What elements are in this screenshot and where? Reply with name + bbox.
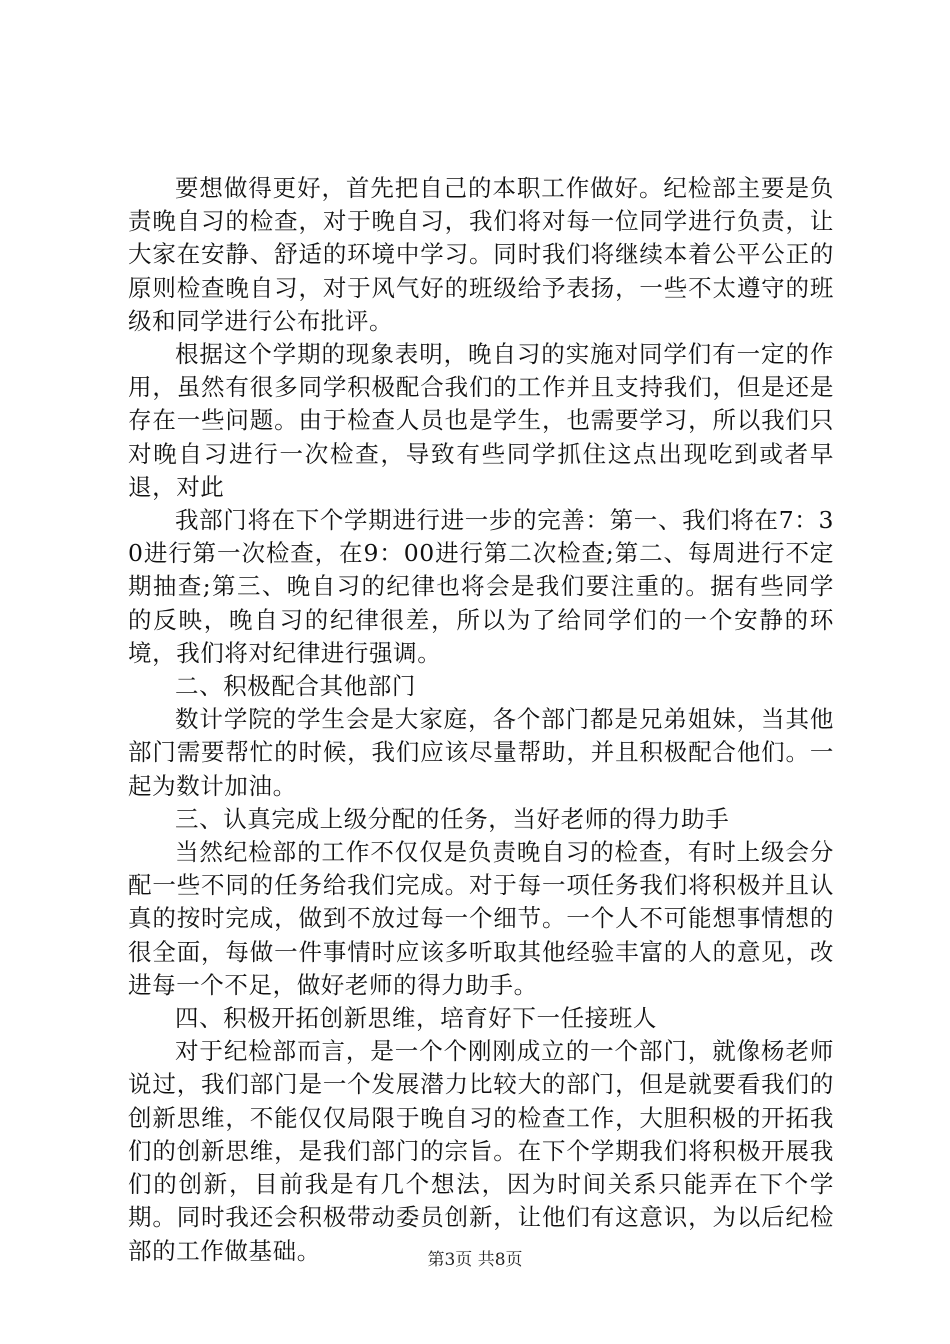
page-number-footer: 第3页 共8页	[427, 1250, 523, 1270]
document-body	[128, 172, 834, 1268]
paragraph-3: 我部门将在下个学期进行进一步的完善：第一、我们将在7：30进行第一次检查，在9：00进行第二次检查;第二、每周进行不定期抽查;第三、晚自习的纪律也将会是我们要注重的。据有些同学的反映，晚自习的纪律很差，所以为了给同学们的一个安静的环境，我们将对纪律进行强调。	[128, 506, 834, 667]
paragraph-2: 根据这个学期的现象表明，晚自习的实施对同学们有一定的作用，虽然有很多同学积极配合我们的工作并且支持我们，但是还是存在一些问题。由于检查人员也是学生，也需要学习，所以我们只对晚自习进行一次检查，导致有些同学抓住这点出现吃到或者早退，对此	[128, 340, 834, 501]
paragraph-4: 数计学院的学生会是大家庭，各个部门都是兄弟姐妹，当其他部门需要帮忙的时候，我们应该尽量帮助，并且积极配合他们。一起为数计加油。	[128, 705, 834, 800]
paragraph-6: 对于纪检部而言，是一个个刚刚成立的一个部门，就像杨老师说过，我们部门是一个发展潜力比较大的部门，但是就要看我们的创新思维，不能仅仅局限于晚自习的检查工作，大胆积极的开拓我们的创新思维，是我们部门的宗旨。在下个学期我们将积极开展我们的创新，目前我是有几个想法，因为时间关系只能弄在下个学期。同时我还会积极带动委员创新，让他们有这意识，为以后纪检部的工作做基础。	[128, 1037, 834, 1265]
section-heading-4: 四、积极开拓创新思维，培育好下一任接班人	[175, 1004, 657, 1033]
paragraph-1: 要想做得更好，首先把自己的本职工作做好。纪检部主要是负责晚自习的检查，对于晚自习，我们将对每一位同学进行负责，让大家在安静、舒适的环境中学习。同时我们将继续本着公平公正的原则检查晚自习，对于风气好的班级给予表扬，一些不太遵守的班级和同学进行公布批评。	[128, 174, 834, 335]
section-heading-2: 二、积极配合其他部门	[175, 672, 416, 701]
section-heading-3: 三、认真完成上级分配的任务，当好老师的得力助手	[175, 804, 730, 833]
paragraph-5: 当然纪检部的工作不仅仅是负责晚自习的检查，有时上级会分配一些不同的任务给我们完成。对于每一项任务我们将积极并且认真的按时完成，做到不放过每一个细节。一个人不可能想事情想的很全面，每做一件事情时应该多听取其他经验丰富的人的意见，改进每一个不足，做好老师的得力助手。	[128, 838, 834, 999]
